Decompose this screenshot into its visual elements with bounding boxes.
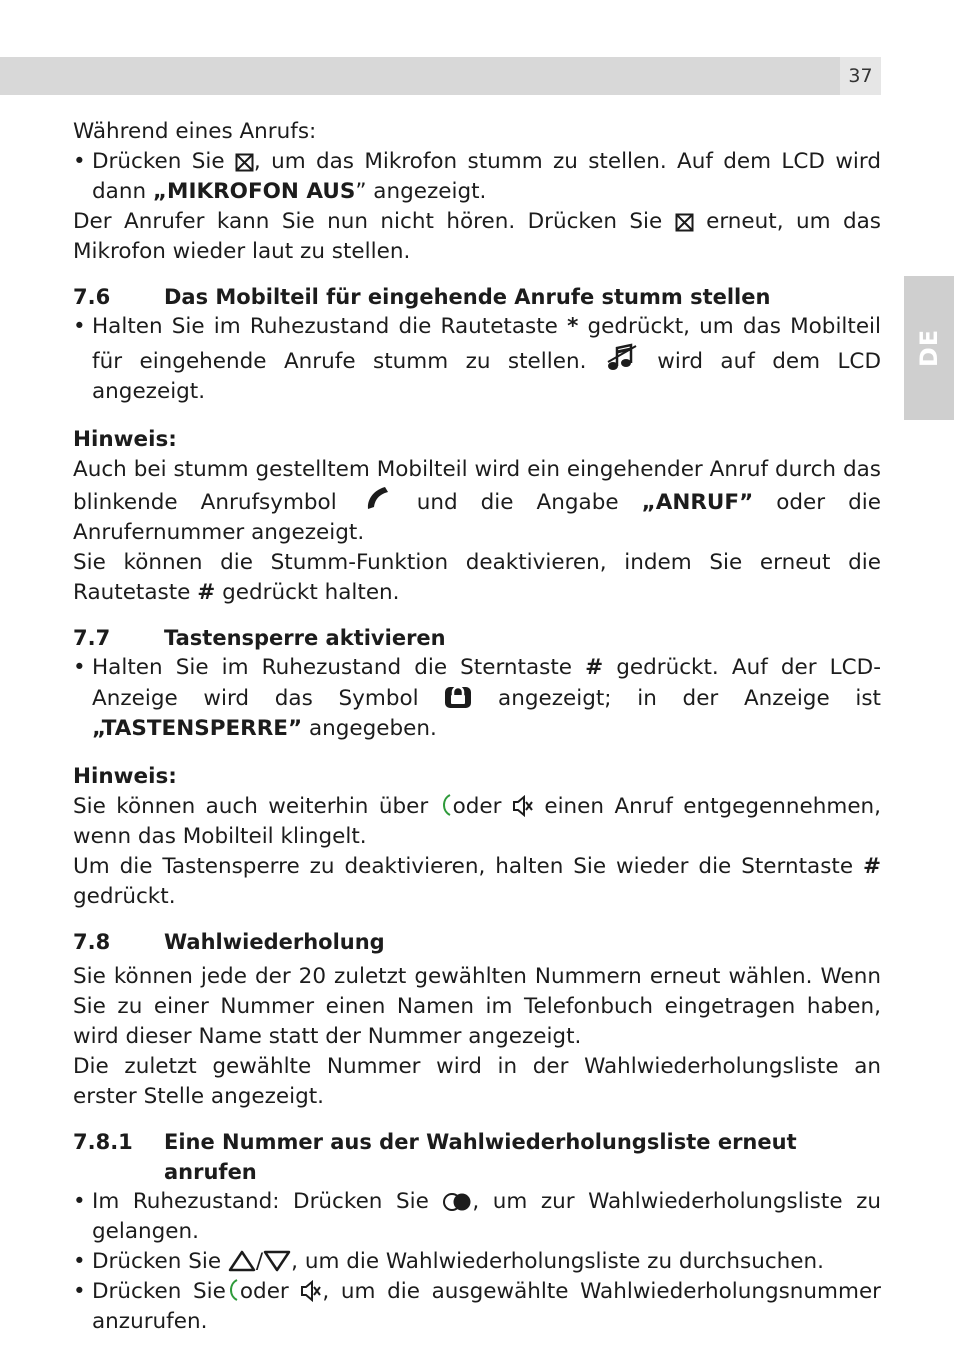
section-7-7-note-label: Hinweis: bbox=[73, 764, 177, 789]
language-tab-label: DE bbox=[915, 328, 943, 368]
talk-key-icon bbox=[439, 793, 453, 817]
section-7-8-para-2: Die zuletzt gewählte Nummer wird in der Wahlwiederholungsliste an erster Stelle angezeigt. bbox=[73, 1054, 881, 1109]
handset-icon bbox=[360, 485, 394, 513]
section-7-8-1-bullet-1: • Im Ruhezustand: Drücken Sie , um zur Wahlwiederholungsliste zu gelangen. bbox=[73, 1189, 881, 1244]
section-7-8-heading: 7.8 Wahlwiederholung bbox=[73, 930, 385, 954]
mute-button-icon bbox=[675, 213, 694, 232]
header-bar bbox=[0, 57, 840, 95]
keylock-icon bbox=[444, 683, 472, 709]
talk-key-icon bbox=[226, 1278, 240, 1302]
page-content bbox=[73, 117, 881, 1337]
intro-label: Während eines Anrufs: bbox=[73, 119, 317, 144]
down-arrow-key-icon bbox=[263, 1250, 291, 1272]
section-7-7-bullet: • Halten Sie im Ruhezustand die Sterntaste # gedrückt. Auf der LCD-Anzeige wird das Symbol angezeigt; in der Anzeige ist „TASTENSPERRE” angegeben. bbox=[73, 655, 881, 741]
section-7-7-heading: 7.7 Tastensperre aktivieren bbox=[73, 626, 446, 650]
ringer-off-icon bbox=[604, 342, 640, 372]
language-tab bbox=[904, 276, 954, 420]
section-7-8-1-heading: 7.8.1 Eine Nummer aus der Wahlwiederholungsliste erneut anrufen bbox=[73, 1130, 797, 1184]
section-7-6-note-1: Auch bei stumm gestelltem Mobilteil wird ein eingehender Anruf durch das blinkende Anrufsymbol und die Angabe „ANRUF” oder die Anrufernummer angezeigt. bbox=[73, 457, 881, 545]
section-7-8-para-1: Sie können jede der 20 zuletzt gewählten Nummern erneut wählen. Wenn Sie zu einer Nummer einen Namen im Telefonbuch eingetragen haben, wird dieser Name statt der Nummer angezeigt. bbox=[73, 964, 881, 1049]
intro-paragraph: Der Anrufer kann Sie nun nicht hören. Drücken Sie erneut, um das Mikrofon wieder laut zu stellen. bbox=[73, 209, 881, 264]
speaker-key-icon bbox=[300, 1280, 322, 1302]
section-7-8-1-bullet-2: • Drücken Sie / , um die Wahlwiederholungsliste zu durchsuchen. bbox=[73, 1249, 824, 1274]
intro-bullet: • Drücken Sie , um das Mikrofon stumm zu stellen. Auf dem LCD wird dann „MIKROFON AUS” angezeigt. bbox=[73, 149, 881, 204]
section-7-8-1-bullet-3: • Drücken Sie oder , um die ausgewählte Wahlwiederholungsnummer anzurufen. bbox=[73, 1279, 882, 1334]
redial-key-icon bbox=[442, 1192, 472, 1212]
page-number: 37 bbox=[840, 57, 881, 95]
section-7-6-note-2: Sie können die Stumm-Funktion deaktivieren, indem Sie erneut die Rautetaste # gedrückt halten. bbox=[73, 550, 881, 605]
mute-button-icon bbox=[235, 153, 254, 172]
section-7-6-note-label: Hinweis: bbox=[73, 427, 177, 452]
speaker-key-icon bbox=[512, 795, 534, 817]
section-7-6-heading: 7.6 Das Mobilteil für eingehende Anrufe stumm stellen bbox=[73, 285, 771, 309]
section-7-7-note-1: Sie können auch weiterhin über oder einen Anruf entgegennehmen, wenn das Mobilteil klingelt. bbox=[73, 794, 882, 849]
section-7-7-note-2: Um die Tastensperre zu deaktivieren, halten Sie wieder die Sterntaste # gedrückt. bbox=[73, 854, 881, 909]
section-7-6-bullet: • Halten Sie im Ruhezustand die Rautetaste * gedrückt, um das Mobilteil für eingehende Anrufe stumm zu stellen. wird auf dem LCD angezeigt. bbox=[73, 314, 882, 404]
up-arrow-key-icon bbox=[228, 1250, 256, 1272]
